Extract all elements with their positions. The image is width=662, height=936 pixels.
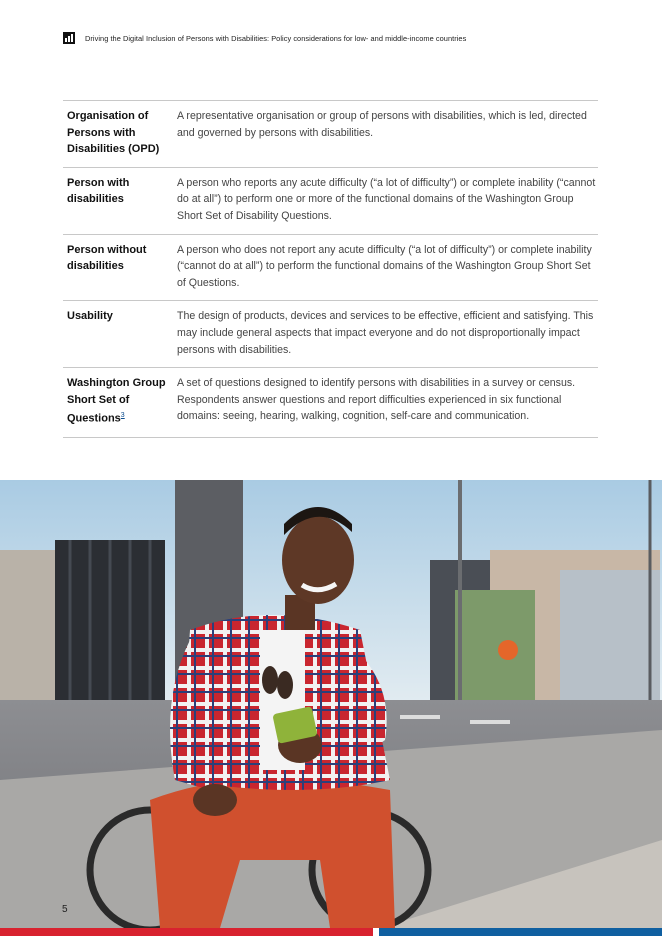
glossary-term: Person without disabilities (67, 243, 147, 273)
glossary-term: Usability (67, 310, 113, 323)
glossary-definition: A person who does not report any acute difficulty (“a lot of difficulty”) or complete inability (“cannot do at all”) to perform the functional domains of the Washington Group Short Set of Questions. (177, 243, 592, 289)
glossary-row (63, 101, 598, 168)
glossary-term: Person with disabilities (67, 176, 130, 206)
glossary-definition: A person who reports any acute difficulty (“a lot of difficulty”) or complete inability (“cannot do at all”) to perform one or more of the functional domains of the Washington Group Short Set of Disability Questions. (177, 176, 596, 222)
glossary-row (63, 168, 598, 235)
photo-man-in-wheelchair-with-phone (0, 480, 662, 928)
glossary-table (63, 100, 598, 438)
footnote-link[interactable]: 3 (120, 412, 125, 420)
page-number: 5 (62, 904, 68, 915)
glossary-row (63, 235, 598, 302)
footer-accent-bar-red (0, 928, 373, 936)
glossary-row (63, 368, 598, 437)
glossary-row (63, 301, 598, 368)
glossary-term: Washington Group Short Set of Questions$^3$ (67, 377, 166, 425)
glossary-term: Organisation of Persons with Disabilities (OPD) (67, 110, 160, 156)
running-header (63, 32, 466, 44)
publisher-logo-icon (63, 32, 75, 44)
footer-accent-bar-blue (379, 928, 662, 936)
header-title: Driving the Digital Inclusion of Persons with Disabilities: Policy considerations for low- and middle-income countries (85, 33, 467, 43)
glossary-definition: A set of questions designed to identify persons with disabilities in a survey or census. Respondents answer questions and report difficulties experienced in six functional domains: seeing, hearing, walking, cognition, self-care and communication. (177, 377, 576, 423)
glossary-definition: A representative organisation or group of persons with disabilities, which is led, directed and governed by persons with disabilities. (177, 110, 587, 139)
glossary-definition: The design of products, devices and services to be effective, efficient and satisfying. This may include general aspects that impact everyone and do not disproportionally impact persons with disabilities. (177, 310, 594, 356)
